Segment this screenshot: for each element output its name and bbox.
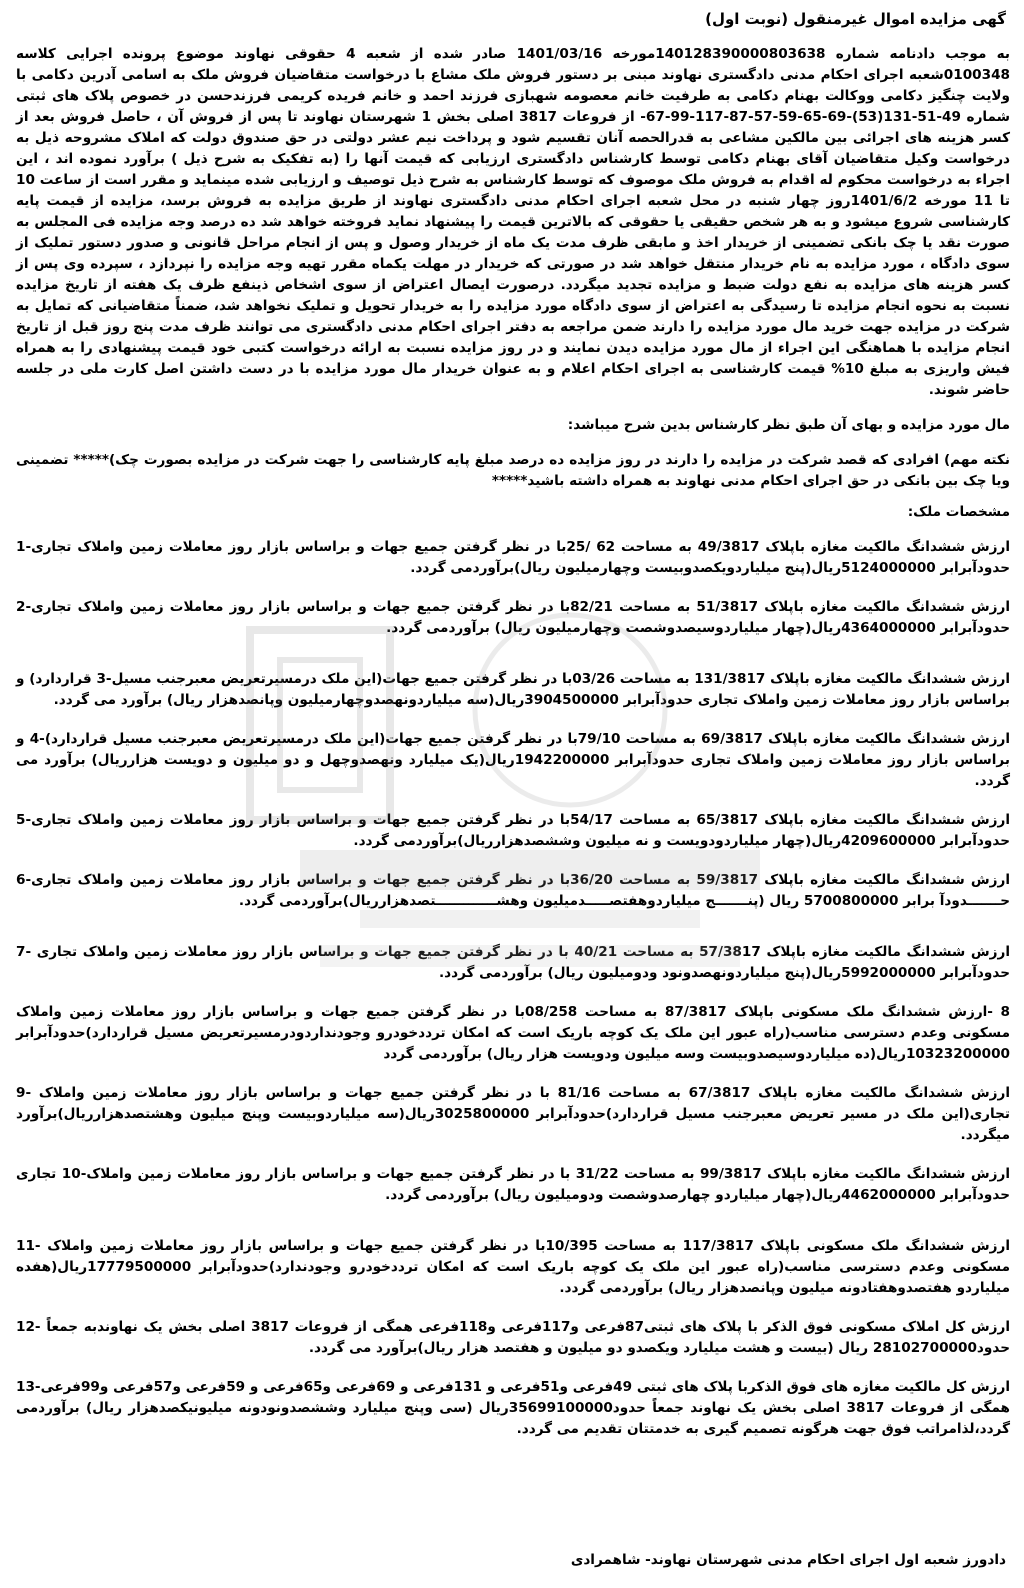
important-note: نکته مهم) افرادی که قصد شرکت در مزایده را دارند در روز مزایده ده درصد مبلغ پایه کارشناسی را جهت شرکت در مزایده بصورت چک)***** تضمینی ویا چک بین بانکی در حق اجرای احکام مدنی نهاوند به همراه داشته باشید***** bbox=[16, 452, 1010, 489]
property-item-1: ارزش ششدانگ مالکیت مغازه باپلاک 49/3817 به مساحت 62 /25با در نظر گرفتن جمیع جهات و براساس بازار روز معاملات زمین واملاک تجاری-1 حدودآبرابر 5124000000ریال(پنج میلیاردویکصدوبیست وچهارمیلیون ریال)برآوردمی گردد. bbox=[16, 539, 1010, 576]
notice-title: گهی مزایده اموال غیرمنقول (نوبت اول) bbox=[705, 10, 1006, 28]
property-item-13: ارزش کل مالکیت مغازه های فوق الذکربا پلاک های ثبتی 49فرعی و51فرعی و 131فرعی و 69فرعی و65فرعی و 59فرعی و57فرعی و99فرعی-13 همگی از فروعات 3817 اصلی بخش یک نهاوند جمعاً حدود35699100000ریال (سی وپنج میلیارد وششصدونودونه میلیونیکصدهزار ریال) برآوردمی گردد،لذامراتب فوق جهت هرگونه تصمیم گیری به خدمتتان تقدیم می گردد. bbox=[16, 1379, 1010, 1437]
notice-intro: به موجب دادنامه شماره 140128390000803638مورخه 1401/03/16 صادر شده از شعبه 4 حقوقی نهاوند موضوع پرونده اجرایی کلاسه 0100348شعبه اجرای احکام مدنی دادگستری نهاوند مبنی بر دستور فروش ملک مشاع با درخواست متقاضیان فروش ملک به اسامی آدرین دکامی با ولایت چنگیز دکامی ووکالت بهنام دکامی به طرفیت خانم معصومه شهبازی فرزند احمد و خانم فریده کریمی فرزندحسن در خصوص پلاک های ثبتی شماره 49-51-131(53)-69-65-59-57-87-117-99-67- از فروعات 3817 اصلی بخش 1 شهرستان نهاوند تا پس از فروش آن ، حاصل فروش بعد از کسر هزینه های اجرائی بین مالکین مشاعی به قدرالحصه آنان تقسیم شود و پرداخت نیم عشر دولتی در حق صندوق دولت که املاک مشروحه ذیل به درخواست وکیل متقاضیان آقای بهنام دکامی توسط کارشناس دادگستری ارزیابی که قیمت آنها را (به تفکیک به شرح ذیل ) برآورد نموده اند ، این اجراء به درخواست محکوم له اقدام به فروش ملک موصوف که توسط کارشناس به شرح ذیل توصیف و ارزیابی شده مینماید و مقرر است از ساعت 10 تا 11 مورخه 1401/6/2روز چهار شنبه در محل شعبه اجرای احکام مدنی دادگستری نهاوند از طریق مزایده به فروش برسد، مزایده از قیمت پایه کارشناسی شروع میشود و به هر شخص حقیقی یا حقوقی که بالاترین قیمت را پیشنهاد نماید فروخته خواهد شد ده درصد وجه مزایده فی المجلس به صورت نقد یا چک بانکی تضمینی از خریدار اخذ و مابقی ظرف مدت یک ماه از خریدار وصول و پس از انجام مراحل قانونی و صدور دستور تملیک از سوی دادگاه ، مورد مزایده به نام خریدار منتقل خواهد شد در صورتی که خریدار در مهلت یکماه مقرر تهیه وجه مزایده را نپردازد ، سپرده وی پس از کسر هزینه های مزایده به نفع دولت ضبط و مزایده تجدید میگردد. درصورت ایصال اعتراض از سوی اشخاص ذینفع ظرف یک هفته از تاریخ مزایده نسبت به نحوه انجام مزایده تا رسیدگی به اعتراض از سوی دادگاه مورد مزایده را به خریدار تحویل و تملیک نخواهد شد، ضمناً متقاضیانی که تمایل به شرکت در مزایده جهت خرید مال مورد مزایده را دارند ضمن مراجعه به دفتر اجرای احکام مدنی دادگستری می توانند ظرف مدت پنج روز قبل از تاریخ انجام مزایده با هماهنگی این اجراء از مال مورد مزایده دیدن نمایند و در روز مزایده نسبت به ارائه درخواست کتبی خود قیمت پیشنهادی را به همراه فیش واریزی به مبلغ 10% قیمت کارشناسی به اجرای احکام اعلام و به عنوان خریدار مال مورد مزایده با در دست داشتن اصل کارت ملی در جلسه حاضر شوند. bbox=[16, 46, 1011, 398]
property-item-11: ارزش ششدانگ ملک مسکونی باپلاک 117/3817 به مساحت 10/395با در نظر گرفتن جمیع جهات و براساس بازار روز معاملات زمین واملاک -11 مسکونی وعدم دسترسی مناسب(راه عبور این ملک یک کوچه باریک است که امکان ترددخودرو وجودندارد)حدودآبرابر 17779500000ریال(هفده میلیاردو هفتصدوهفتادونه میلیون وپانصدهزار ریال) برآوردمی گردد. bbox=[16, 1238, 1010, 1296]
property-item-6: ارزش ششدانگ مالکیت مغازه باپلاک 59/3817 به مساحت 36/20با در نظر گرفتن جمیع جهات و براساس بازار روز معاملات زمین واملاک تجاری-6 حـــــــدودآ برابر 5700800000 ریال (پنـــــــج میلیاردوهفتصـــــدمیلیون وهشـــــــــــــتصدهزارریال)برآوردمی گردد. bbox=[16, 872, 1010, 909]
property-item-10: ارزش ششدانگ مالکیت مغازه باپلاک 99/3817 به مساحت 31/22 با در نظر گرفتن جمیع جهات و براساس بازار روز معاملات زمین واملاک-10 تجاری حدودآبرابر 4462000000ریال(چهار میلیاردو چهارصدوشصت ودومیلیون ریال) برآوردمی گردد. bbox=[16, 1166, 1010, 1203]
property-item-3: ارزش ششدانگ مالکیت مغازه باپلاک 131/3817 به مساحت 03/26با در نظر گرفتن جمیع جهات(این ملک درمسیرتعریض معبرجنب مسیل-3 قراردارد) و براساس بازار روز معاملات زمین واملاک تجاری حدودآبرابر 3904500000ریال(سه میلیاردونهصدوچهارمیلیون وپانصدهزار ریال) برآورد می گردد. bbox=[16, 671, 1010, 708]
property-item-2: ارزش ششدانگ مالکیت مغازه باپلاک 51/3817 به مساحت 82/21با در نظر گرفتن جمیع جهات و براساس بازار روز معاملات زمین واملاک تجاری-2 حدودآبرابر 4364000000ریال(چهار میلیاردوسیصدوشصت وچهارمیلیون ریال) برآوردمی گردد. bbox=[16, 599, 1010, 636]
specs-heading: مشخصات ملک: bbox=[907, 504, 1010, 520]
property-item-4: ارزش ششدانگ مالکیت مغازه باپلاک 69/3817 به مساحت 79/10با در نظر گرفتن جمیع جهات(این ملک درمسیرتعریض معبرجنب مسیل قراردارد)-4 و براساس بازار روز معاملات زمین واملاک تجاری حدودآبرابر 1942200000ریال(یک میلیارد ونهصدوچهل و دو میلیون و دویست هزارریال) برآورد می گردد. bbox=[16, 731, 1010, 789]
property-item-9: ارزش ششدانگ مالکیت مغازه باپلاک 67/3817 به مساحت 81/16 با در نظر گرفتن جمیع جهات و براساس بازار روز معاملات زمین واملاک -9 تجاری(این ملک در مسیر تعریض معبرجنب مسیل قراردارد)حدودآبرابر 3025800000ریال(سه میلیاردوبیست وپنج میلیون وهشتصدهزارریال)برآورد میگردد. bbox=[16, 1085, 1010, 1143]
property-list bbox=[16, 537, 1010, 1440]
property-item-7: ارزش ششدانگ مالکیت مغازه باپلاک 57/3817 به مساحت 40/21 با در نظر گرفتن جمیع جهات و براساس بازار روز معاملات زمین واملاک تجاری -7 حدودآبرابر 5992000000ریال(پنج میلیاردونهصدونود ودومیلیون ریال) برآوردمی گردد. bbox=[16, 944, 1010, 981]
property-item-5: ارزش ششدانگ مالکیت مغازه باپلاک 65/3817 به مساحت 54/17با در نظر گرفتن جمیع جهات و براساس بازار روز معاملات زمین واملاک تجاری-5 حدودآبرابر 4209600000ریال(چهار میلیاردودویست و نه میلیون وششصدهزارریال)برآوردمی گردد. bbox=[16, 812, 1010, 849]
property-item-12: ارزش کل املاک مسکونی فوق الذکر با پلاک های ثبتی87فرعی و117فرعی و118فرعی همگی از فروعات 3817 اصلی بخش یک نهاوندبه جمعاً -12 حدود28102700000 ریال (بیست و هشت میلیارد ویکصدو دو میلیون و هفتصد هزار ریال)برآورد می گردد. bbox=[16, 1319, 1010, 1356]
property-item-8: 8 -ارزش ششدانگ ملک مسکونی باپلاک 87/3817 به مساحت 08/258با در نظر گرفتن جمیع جهات و براساس بازار روز معاملات زمین واملاک مسکونی وعدم دسترسی مناسب(راه عبور این ملک یک کوچه باریک است که امکان ترددخودرو وجودنداردودرمسیرتعریض مسیل قراردارد)حدودآبرابر 10323200000ریال(ده میلیاردوسیصدوبیست وسه میلیون ودویست هزار ریال) برآوردمی گردد bbox=[16, 1004, 1010, 1062]
appraisal-heading: مال مورد مزایده و بهای آن طبق نظر کارشناس بدین شرح میباشد: bbox=[567, 417, 1010, 433]
signature: دادورز شعبه اول اجرای احکام مدنی شهرستان نهاوند- شاهمرادی bbox=[570, 1552, 1006, 1568]
